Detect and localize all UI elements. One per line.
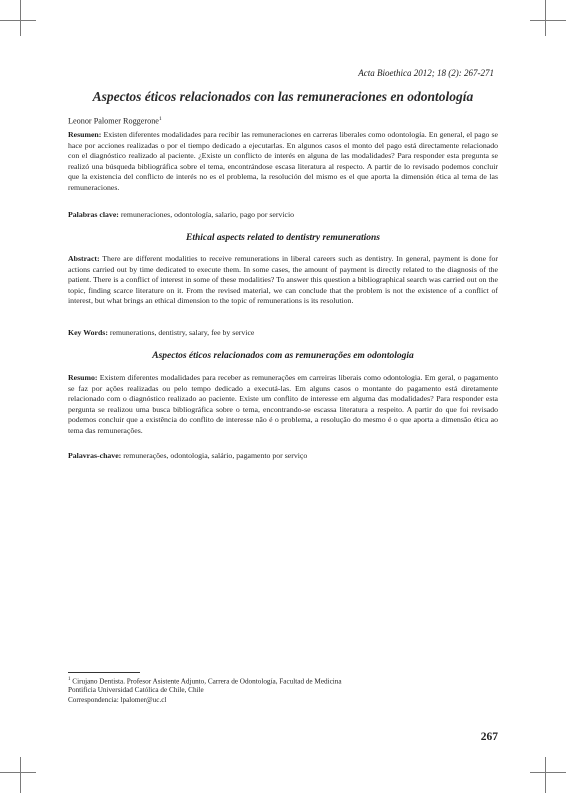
crop-mark (0, 20, 36, 21)
crop-mark (545, 0, 546, 36)
crop-mark (530, 772, 566, 773)
spanish-abstract (68, 130, 498, 194)
footnote-mark: 1 (68, 677, 71, 682)
crop-mark (530, 20, 566, 21)
spanish-keywords-label: Palabras clave: (68, 210, 119, 219)
author-name: Leonor Palomer Roggerone (68, 116, 159, 126)
english-keywords (68, 328, 498, 339)
english-abstract-label: Abstract: (68, 254, 100, 263)
crop-mark (545, 757, 546, 793)
portuguese-keywords (68, 451, 498, 462)
spanish-abstract-label: Resumen: (68, 130, 102, 139)
spanish-keywords (68, 210, 498, 221)
footnote-institution: Pontificia Universidad Católica de Chile, Chile (68, 686, 204, 694)
english-abstract (68, 254, 498, 307)
article-title: Aspectos éticos relacionados con las remuneraciones en odontología (92, 89, 474, 104)
footnote-line-1: Cirujano Dentista. Profesor Asistente Adjunto, Carrera de Odontología, Facultad de Medicina (70, 677, 342, 686)
portuguese-keywords-text: remunerações, odontologia, salário, pagamento por serviço (121, 451, 308, 460)
author-footnote-mark: 1 (158, 116, 162, 122)
author-line (68, 116, 162, 126)
english-keywords-text: remunerations, dentistry, salary, fee by service (107, 328, 255, 337)
journal-reference: Acta Bioethica 2012; 18 (2): 267-271 (358, 68, 494, 78)
spanish-keywords-text: remuneraciones, odontología, salario, pago por servicio (118, 210, 295, 219)
portuguese-abstract (68, 373, 498, 437)
english-abstract-text: There are different modalities to receive remunerations in liberal careers such as dentistry. In general, payment is done for actions carried out by time dedicated to execute them. In some cases, the amount of payment is directly related to the diagnosis of the patient. There is a conflict of interest in some of these modalities? To answer this question a bibliographical search was carried out on the topic, finding scarce literature on it. From the revised material, we can conclude that the problem is not the existence of a conflict of interest, but what brings an ethical dimension to the topic of remunerations is its resolution. (68, 254, 498, 306)
english-keywords-label: Key Words: (68, 328, 108, 337)
crop-mark (20, 757, 21, 793)
portuguese-title: Aspectos éticos relacionados com as remunerações em odontologia (152, 351, 414, 361)
footnote-divider (68, 672, 140, 673)
portuguese-abstract-label: Resumo: (68, 373, 98, 382)
portuguese-abstract-text: Existem diferentes modalidades para receber as remunerações em carreiras liberais como odontologia. Em geral, o pagamento se faz por ações realizadas ou pelo tempo dedicado a executá-las. Em alguns casos o montante do pagamento está diretamente relacionado com o diagnóstico realizado ao paciente. Existe um conflito de interesse em alguma das modalidades? Para responder esta pergunta se realizou uma busca bibliográfica sobre o tema, encontrando-se escassa literatura a respeito. A partir do que foi revisado podemos concluir que a existência do conflito de interesse não é o problema, a resolução do mesmo é o que aporta a dimensão ética ao tema das remunerações. (68, 373, 498, 435)
page-number: 267 (480, 731, 498, 743)
crop-mark (20, 0, 21, 36)
spanish-abstract-text: Existen diferentes modalidades para recibir las remuneraciones en carreras liberales como odontología. En general, el pago se hace por acciones realizadas o por el tiempo dedicado a ejecutarlas. En algunos casos el monto del pago está directamente relacionado con el diagnóstico realizado al paciente. ¿Existe un conflicto de interés en alguna de las modalidades? Para responder esta pregunta se realizó una búsqueda bibliográfica sobre el tema, encontrándose escasa literatura al respecto. A partir de lo revisado podemos concluir que la existencia del conflicto de interés no es el problema, la resolución del mismo es el que aporta la dimensión ética al tema de las remuneraciones. (68, 130, 498, 192)
portuguese-keywords-label: Palavras-chave: (68, 451, 122, 460)
crop-mark (0, 772, 36, 773)
footnote-correspondence: Correspondencia: lpalomer@uc.cl (68, 696, 167, 704)
english-title: Ethical aspects related to dentistry remunerations (186, 233, 380, 243)
